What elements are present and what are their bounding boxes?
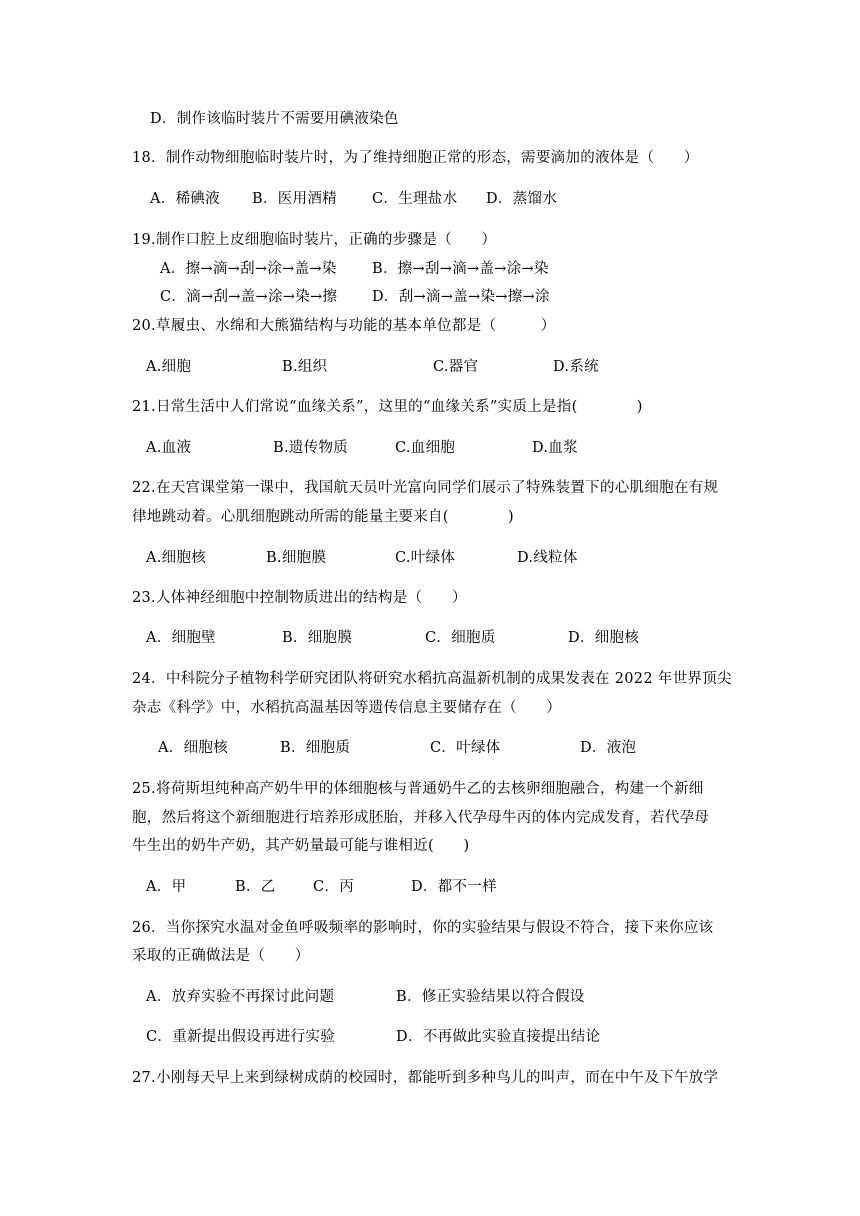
q25-stem-line-2: 胞，然后将这个新细胞进行培养形成胚胎，并移入代孕母牛丙的体内完成发育，若代孕母 (132, 810, 710, 826)
q19-option-c: C．滴→刮→盖→涂→染→擦 (160, 289, 338, 305)
q22-option-c: C.叶绿体 (395, 550, 456, 566)
q18-option-a: A．稀碘液 (150, 191, 220, 207)
q23-stem: 23.人体神经细胞中控制物质进出的结构是（ ） (132, 590, 467, 606)
q19-stem: 19.制作口腔上皮细胞临时装片，正确的步骤是（ ） (132, 232, 497, 248)
q22-stem-line-1: 22.在天宫课堂第一课中，我国航天员叶光富向同学们展示了特殊装置下的心肌细胞在有规 (132, 480, 719, 496)
q25-stem-line-3: 牛生出的奶牛产奶，其产奶量最可能与谁相近( ) (132, 838, 470, 854)
q21-option-b: B.遗传物质 (273, 440, 349, 456)
q18-option-d: D．蒸馏水 (486, 191, 558, 207)
q24-stem-line-2: 杂志《科学》中，水稻抗高温基因等遗传信息主要储存在（ ） (132, 700, 562, 716)
q19-option-a: A．擦→滴→刮→涂→盖→染 (160, 261, 337, 277)
q23-option-a: A．细胞壁 (146, 630, 216, 646)
q25-option-b: B．乙 (235, 879, 276, 895)
q26-stem-line-1: 26．当你探究水温对金鱼呼吸频率的影响时，你的实验结果与假设不符合，接下来你应该 (132, 920, 714, 936)
q23-option-d: D．细胞核 (568, 630, 640, 646)
q20-option-b: B.组织 (282, 359, 328, 375)
q24-option-c: C．叶绿体 (430, 740, 501, 756)
q24-option-d: D．液泡 (580, 740, 637, 756)
q21-option-a: A.血液 (146, 440, 192, 456)
q22-stem-line-2: 律地跳动着。心肌细胞跳动所需的能量主要来自( ) (132, 509, 514, 525)
q22-option-b: B.细胞膜 (266, 550, 327, 566)
q18-stem: 18．制作动物细胞临时装片时，为了维持细胞正常的形态，需要滴加的液体是（ ） (132, 150, 699, 166)
q20-stem: 20.草履虫、水绵和大熊猫结构与功能的基本单位都是（ ） (132, 318, 556, 334)
q26-stem-line-2: 采取的正确做法是（ ） (132, 948, 310, 964)
q18-option-b: B．医用酒精 (252, 191, 337, 207)
q18-option-c: C．生理盐水 (372, 191, 458, 207)
q19-option-d: D．刮→滴→盖→染→擦→涂 (372, 289, 550, 305)
q25-option-c: C．丙 (313, 879, 354, 895)
q25-option-a: A．甲 (146, 879, 187, 895)
q20-option-c: C.器官 (433, 359, 479, 375)
q26-option-d: D．不再做此实验直接提出结论 (396, 1029, 601, 1045)
q21-stem: 21.日常生活中人们常说“血缘关系”，这里的“血缘关系”实质上是指( ) (132, 399, 643, 415)
q17-option-d: D．制作该临时装片不需要用碘液染色 (150, 111, 399, 127)
q22-option-a: A.细胞核 (146, 550, 207, 566)
q22-option-d: D.线粒体 (517, 550, 578, 566)
q26-option-c: C．重新提出假设再进行实验 (146, 1029, 335, 1045)
q21-option-c: C.血细胞 (395, 440, 456, 456)
q23-option-c: C．细胞质 (425, 630, 496, 646)
q23-option-b: B．细胞膜 (282, 630, 353, 646)
q19-option-b: B．擦→刮→滴→盖→涂→染 (372, 261, 549, 277)
q27-stem-line-1: 27.小刚每天早上来到绿树成荫的校园时，都能听到多种鸟儿的叫声，而在中午及下午放学 (132, 1070, 719, 1086)
q26-option-b: B．修正实验结果以符合假设 (396, 989, 585, 1005)
q25-stem-line-1: 25.将荷斯坦纯种高产奶牛甲的体细胞核与普通奶牛乙的去核卵细胞融合，构建一个新细 (132, 781, 704, 797)
q24-option-b: B．细胞质 (280, 740, 351, 756)
q20-option-d: D.系统 (553, 359, 599, 375)
q26-option-a: A．放弃实验不再探讨此问题 (146, 989, 335, 1005)
q21-option-d: D.血浆 (532, 440, 578, 456)
q20-option-a: A.细胞 (146, 359, 192, 375)
q24-option-a: A．细胞核 (158, 740, 228, 756)
q24-stem-line-1: 24．中科院分子植物科学研究团队将研究水稻抗高温新机制的成果发表在 2022 年世界顶尖 (132, 671, 732, 687)
q25-option-d: D．都不一样 (411, 879, 497, 895)
